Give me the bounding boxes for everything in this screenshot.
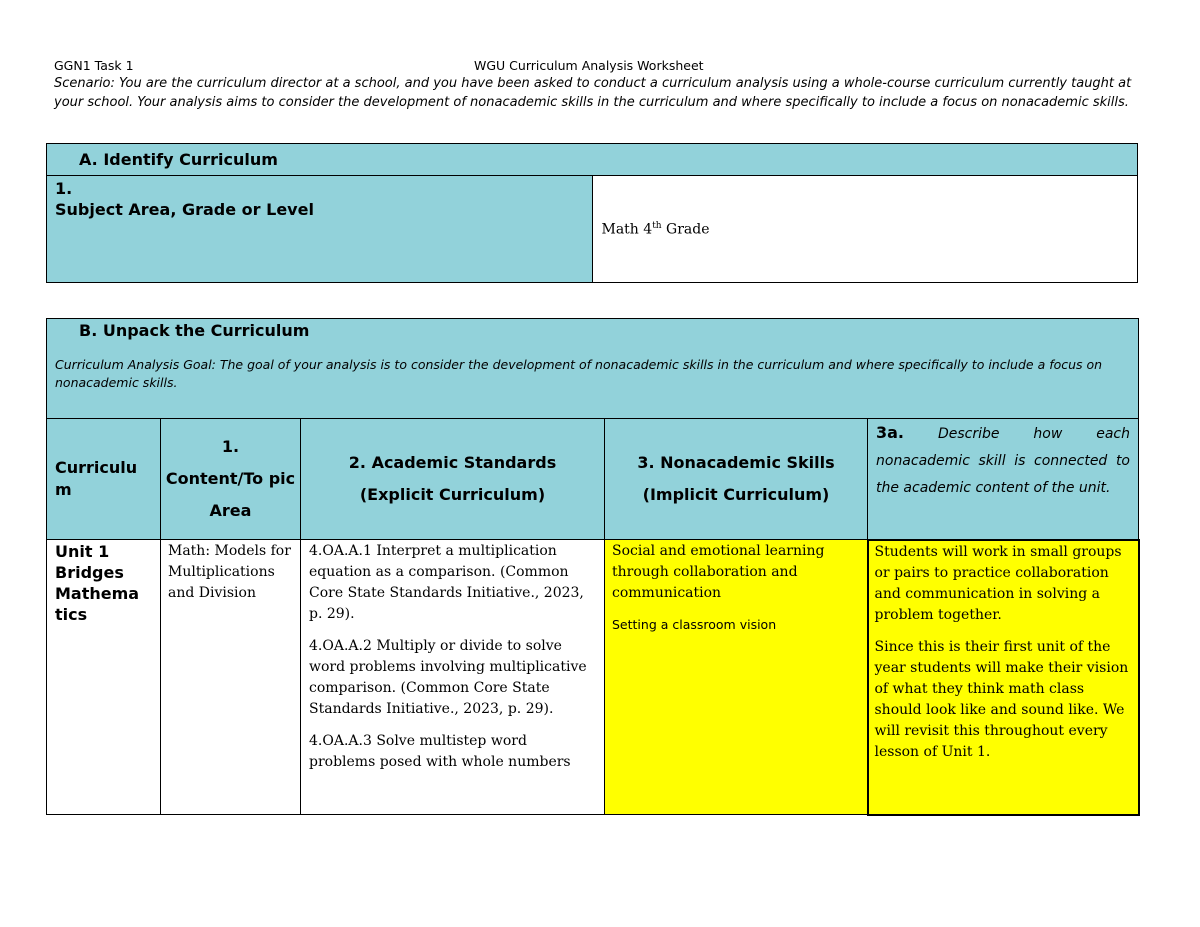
subject-value-prefix: Math 4 [601, 221, 653, 238]
col-header-nonacademic-skills [605, 419, 868, 540]
standard-item: 4.OA.A.1 Interpret a multiplication equation as a comparison. (Common Core State Standards Initiative., 2023, p. 29). [309, 543, 584, 622]
col-header-curriculum: Curriculu m [47, 419, 161, 540]
subject-area-number: 1. [55, 179, 73, 198]
col-header-academic-standards [301, 419, 605, 540]
standard-item: 4.OA.A.3 Solve multistep word problems posed with whole numbers [309, 733, 571, 770]
unpack-curriculum-table [46, 318, 1140, 816]
nonacademic-skill: Social and emotional learning through collaboration and communication [612, 543, 825, 601]
section-b-title: B. Unpack the Curriculum [79, 321, 310, 340]
description-paragraph: Students will work in small groups or pairs to practice collaboration and communication in solving a problem together. [874, 543, 1122, 623]
col1-text: Content/To pic Area [165, 469, 296, 520]
analysis-goal-text: Curriculum Analysis Goal: The goal of your analysis is to consider the development of nonacademic skills in the curriculum and where specifically to include a focus on nonacademic skills. [55, 357, 1103, 390]
nonacademic-subskill: Setting a classroom vision [612, 617, 777, 632]
col3-line1: 3. Nonacademic Skills [637, 453, 835, 472]
table-row [47, 540, 1139, 815]
col3-line2: (Implicit Curriculum) [642, 485, 830, 504]
col4-number: 3a. [876, 423, 905, 442]
standard-item: 4.OA.A.2 Multiply or divide to solve word problems involving multiplicative comparison. (Common Core State Standards Initiative., 2023, p. 29). [309, 638, 587, 717]
doc-header-left: GGN1 Task 1 [54, 58, 134, 73]
section-b-header [47, 319, 1139, 419]
description-paragraph: Since this is their first unit of the year students will make their vision of what they think math class should look like and sound like. We will revisit this throughout every lesson of Unit 1. [874, 638, 1129, 760]
col-header-content-topic [161, 419, 301, 540]
scenario-text: Scenario: You are the curriculum director at a school, and you have been asked to conduct a curriculum analysis using a whole-course curriculum currently taught at your school. Your analysis aims to consider the development of nonacademic skills in the curriculum and where specifically to include a focus on nonacademic skills. [54, 76, 1132, 110]
unit-cell: Unit 1 Bridges Mathema tics [47, 540, 161, 815]
section-a-title: A. Identify Curriculum [47, 144, 1138, 176]
subject-area-label [47, 176, 593, 283]
subject-value-sup: th [652, 220, 662, 231]
standards-cell [301, 540, 605, 815]
col2-line2: (Explicit Curriculum) [359, 485, 546, 504]
col4-text: Describe how each nonacademic skill is connected to the academic content of the unit. [876, 426, 1130, 496]
subject-value-suffix: Grade [661, 221, 710, 238]
topic-cell: Math: Models for Multiplications and Division [161, 540, 301, 815]
nonacademic-cell [605, 540, 868, 815]
col1-number: 1. [221, 437, 240, 456]
identify-curriculum-table [46, 143, 1138, 283]
doc-header-title: WGU Curriculum Analysis Worksheet [474, 58, 704, 73]
subject-area-value [592, 176, 1138, 283]
col2-line1: 2. Academic Standards [348, 453, 557, 472]
subject-area-text: Subject Area, Grade or Level [55, 200, 314, 219]
description-cell [868, 540, 1139, 815]
col-header-describe-connection [868, 419, 1139, 540]
